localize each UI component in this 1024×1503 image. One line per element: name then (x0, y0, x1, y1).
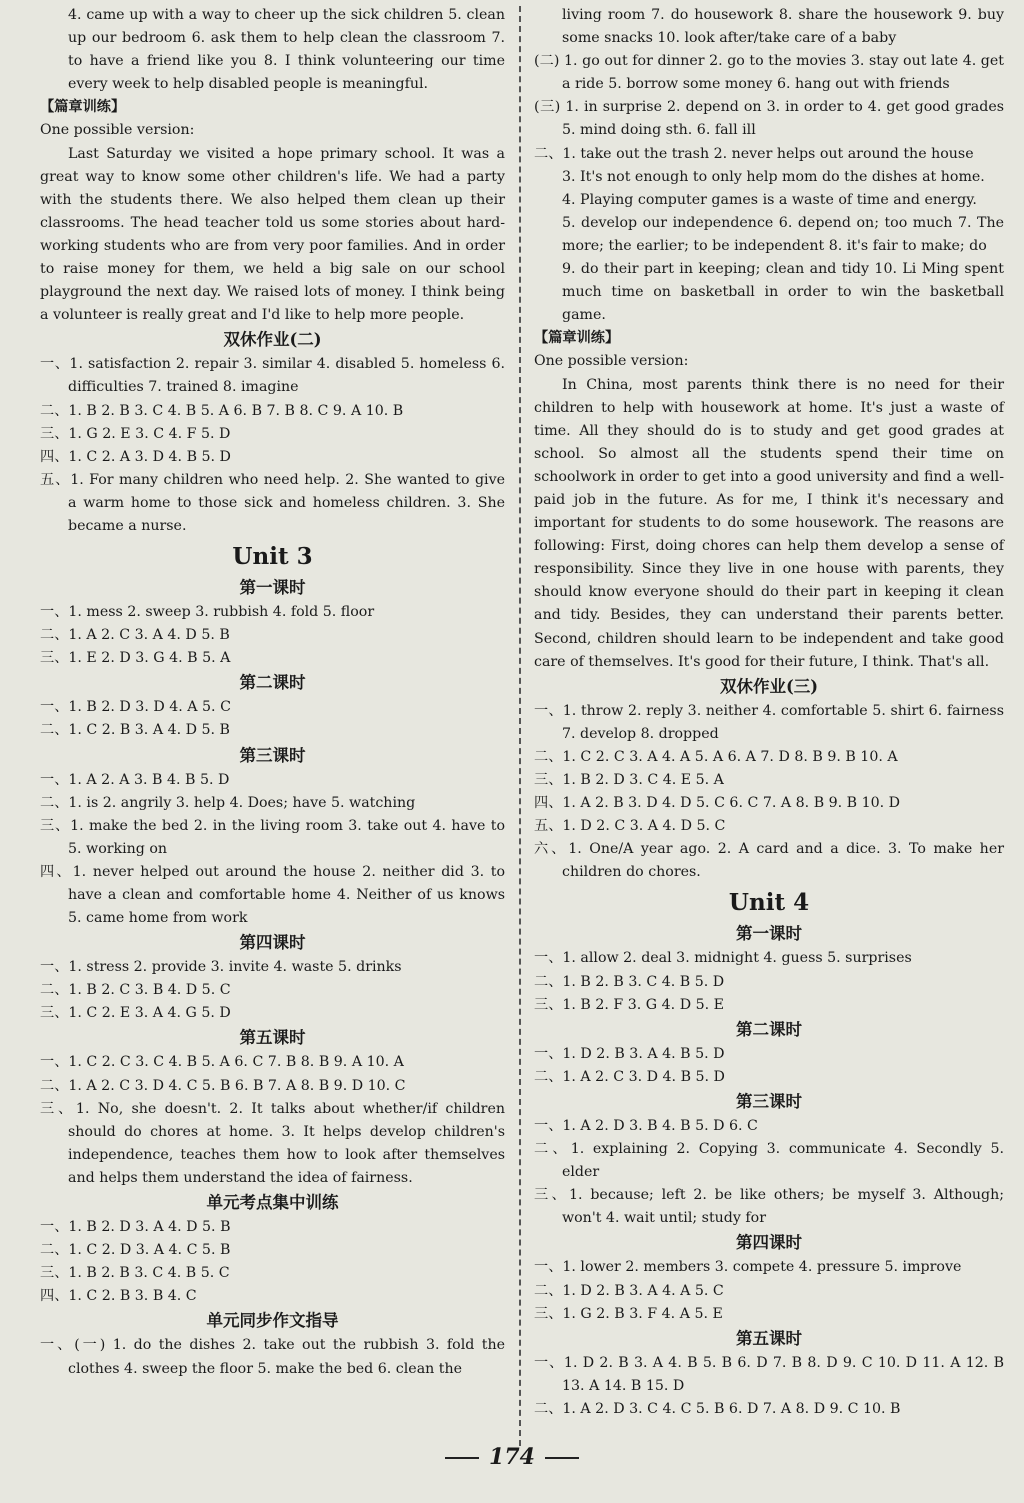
lesson-heading: 第三课时 (736, 1091, 802, 1111)
answer-line: 三、1. make the bed 2. in the living room 3. take out 4. have to 5. working on (40, 817, 505, 857)
answer-line: 一、1. mess 2. sweep 3. rubbish 4. fold 5. floor (40, 604, 375, 621)
answer-line: 二、1. C 2. B 3. A 4. D 5. B (40, 722, 230, 739)
answer-line: 三、1. G 2. B 3. F 4. A 5. E (534, 1305, 723, 1322)
answer-line: 一、1. B 2. D 3. D 4. A 5. C (40, 699, 231, 716)
answer-line: 三、1. No, she doesn't. 2. It talks about whether/if children should do chores at home. 3. It helps develop children's independence, teaches them how to look after themselves and helps them understand the idea of fairness. (40, 1100, 505, 1186)
answer-line: 二、1. B 2. B 3. C 4. B 5. D (534, 973, 725, 990)
lesson-heading: 第五课时 (736, 1328, 802, 1348)
answer-line: 二、1. A 2. C 3. A 4. D 5. B (40, 627, 230, 644)
lesson-heading: 第四课时 (239, 933, 306, 953)
section-heading: 单元同步作文指导 (206, 1311, 339, 1331)
answer-line: 一、1. throw 2. reply 3. neither 4. comfortable 5. shirt 6. fairness 7. develop 8. dropped (534, 702, 1004, 742)
answer-line: 三、1. because; left 2. be like others; be myself 3. Although; won't 4. wait until; study for (534, 1187, 1004, 1227)
answer-line: 二、1. C 2. C 3. A 4. A 5. A 6. A 7. D 8. B 9. B 10. A (534, 748, 898, 765)
section-heading: 双休作业(三) (719, 676, 819, 696)
answer-line: 一、1. C 2. C 3. C 4. B 5. A 6. C 7. B 8. B 9. A 10. A (40, 1054, 404, 1071)
lesson-heading: 第五课时 (239, 1028, 306, 1048)
section-tag: 【篇章训练】 (534, 330, 620, 347)
lesson-heading: 第四课时 (736, 1233, 802, 1253)
section-heading: 双休作业(二) (223, 330, 322, 350)
answer-line: 三、1. E 2. D 3. G 4. B 5. A (40, 650, 231, 667)
answer-line: 五、1. For many children who need help. 2. She wanted to give a warm home to those sick and homeless children. 3. She became a nurse. (40, 471, 505, 534)
answer-line: 二、1. B 2. C 3. B 4. D 5. C (40, 982, 231, 999)
version-label: One possible version: (40, 122, 195, 139)
answer-line: 5. develop our independence 6. depend on; too much 7. The more; the earlier; to be independent 8. it's fair to make; do (562, 214, 1004, 254)
answer-line: 四、1. never helped out around the house 2. neither did 3. to have a clean and comfortable home 4. Neither of us knows 5. came home from work (40, 863, 505, 927)
section-tag: 【篇章训练】 (40, 99, 126, 116)
answer-line: 一、1. satisfaction 2. repair 3. similar 4. disabled 5. homeless 6. difficulties 7. trained 8. imagine (40, 356, 505, 396)
version-label: One possible version: (534, 353, 689, 370)
answer-line: 一、1. D 2. B 3. A 4. B 5. D (534, 1045, 725, 1062)
answer-line: 四、1. A 2. B 3. D 4. D 5. C 6. C 7. A 8. B 9. B 10. D (534, 795, 901, 812)
lesson-heading: 第三课时 (239, 745, 306, 765)
answer-line: 一、(一) 1. do the dishes 2. take out the rubbish 3. fold the clothes 4. sweep the floor 5. make the bed 6. clean the (40, 1337, 505, 1377)
answer-line: 二、1. A 2. D 3. C 4. C 5. B 6. D 7. A 8. D 9. C 10. B (534, 1400, 901, 1417)
answer-line: living room 7. do housework 8. share the housework 9. buy some snacks 10. look after/take care of a baby (562, 7, 1004, 47)
answer-line: 三、1. B 2. D 3. C 4. E 5. A (534, 772, 724, 788)
answer-line: 五、1. D 2. C 3. A 4. D 5. C (534, 818, 726, 835)
lesson-heading: 第二课时 (239, 673, 306, 693)
lesson-heading: 第一课时 (239, 578, 306, 598)
answer-line: 一、1. lower 2. members 3. compete 4. pressure 5. improve (534, 1259, 962, 1276)
column-divider (519, 6, 521, 1446)
answer-line: 四、1. C 2. A 3. D 4. B 5. D (40, 448, 231, 465)
answer-line: 三、1. B 2. B 3. C 4. B 5. C (40, 1265, 230, 1282)
answer-line: 二、1. B 2. B 3. C 4. B 5. A 6. B 7. B 8. C 9. A 10. B (40, 402, 404, 419)
answer-line: 三、1. G 2. E 3. C 4. F 5. D (40, 425, 231, 442)
answer-line: 四、1. C 2. B 3. B 4. C (40, 1288, 197, 1305)
answer-line: 二、1. explaining 2. Copying 3. communicate 4. Secondly 5. elder (534, 1141, 1004, 1181)
unit-title: Unit 4 (728, 889, 810, 917)
answer-line: 二、1. A 2. C 3. D 4. C 5. B 6. B 7. A 8. B 9. D 10. C (40, 1077, 406, 1094)
lesson-heading: 第二课时 (736, 1019, 802, 1039)
answer-line: 一、1. A 2. A 3. B 4. B 5. D (40, 771, 230, 788)
answer-line: 一、1. allow 2. deal 3. midnight 4. guess 5. surprises (534, 950, 912, 967)
answer-line: 3. It's not enough to only help mom do the dishes at home. (562, 168, 985, 185)
right-column (534, 4, 1004, 1421)
answer-line: 二、1. C 2. D 3. A 4. C 5. B (40, 1242, 231, 1259)
answer-line: 一、1. B 2. D 3. A 4. D 5. B (40, 1219, 231, 1236)
footer-dash-left (445, 1457, 479, 1459)
answer-line: 六、1. One/A year ago. 2. A card and a dice. 3. To make her children do chores. (534, 841, 1004, 881)
answer-line: 二、1. A 2. C 3. D 4. B 5. D (534, 1068, 725, 1085)
answer-line: (二) 1. go out for dinner 2. go to the movies 3. stay out late 4. get a ride 5. borrow some money 6. hang out with friends (534, 53, 1004, 93)
answer-line: (三) 1. in surprise 2. depend on 3. in order to 4. get good grades 5. mind doing sth. 6. fall ill (534, 99, 1004, 139)
unit-title: Unit 3 (232, 543, 313, 571)
answer-line: 9. do their part in keeping; clean and tidy 10. Li Ming spent much time on basketball in order to win the basketball game. (562, 261, 1004, 324)
footer-dash-right (545, 1457, 579, 1459)
lesson-heading: 第一课时 (736, 924, 802, 944)
answer-line: 一、1. D 2. B 3. A 4. B 5. B 6. D 7. B 8. D 9. C 10. D 11. A 12. B 13. A 14. B 15. D (534, 1354, 1004, 1394)
answer-line: 一、1. stress 2. provide 3. invite 4. waste 5. drinks (40, 959, 402, 976)
page-number: 174 (489, 1444, 535, 1470)
answer-line: 二、1. take out the trash 2. never helps out around the house (534, 145, 974, 162)
answer-line: 一、1. A 2. D 3. B 4. B 5. D 6. C (534, 1117, 758, 1134)
section-heading: 单元考点集中训练 (206, 1193, 339, 1213)
answer-line: 二、1. D 2. B 3. A 4. A 5. C (534, 1282, 724, 1299)
model-essay: Last Saturday we visited a hope primary school. It was a great way to know some other children's life. We had a party with the students there. We also helped them clean up their classrooms. The head teacher told us some stories about hard-working students who are from very poor families. And in order to raise money for them, we held a big sale on our school playground the next day. We raised lots of money. I think being a volunteer is really great and I'd like to help more people. (40, 145, 505, 324)
model-essay: In China, most parents think there is no need for their children to help with housework at home. It's just a waste of time. All they should do is to study and get good grades at school. So almost all the students spend their time on schoolwork in order to get into a good university and find a well-paid job in the future. As for me, I think it's necessary and important for students to do some housework. The reasons are following: First, doing chores can help them develop a sense of responsibility. Since they live in one house with parents, they should know everyone should do their part in keeping it clean and tidy. Besides, they can understand their parents better. Second, children should learn to be independent and take good care of themselves. It's good for their future, I think. That's all. (534, 376, 1004, 670)
answer-line: 二、1. is 2. angrily 3. help 4. Does; have 5. watching (40, 794, 416, 811)
left-column (40, 4, 505, 1381)
answer-line: 三、1. B 2. F 3. G 4. D 5. E (534, 996, 724, 1013)
answer-line: 三、1. C 2. E 3. A 4. G 5. D (40, 1005, 231, 1022)
page-footer (0, 1444, 1024, 1470)
answer-line: 4. Playing computer games is a waste of time and energy. (562, 191, 977, 208)
answer-line: 4. came up with a way to cheer up the sick children 5. clean up our bedroom 6. ask them to help clean the classroom 7. to have a friend like you 8. I think volunteering our time every week to help disabled people is meaningful. (68, 7, 505, 93)
